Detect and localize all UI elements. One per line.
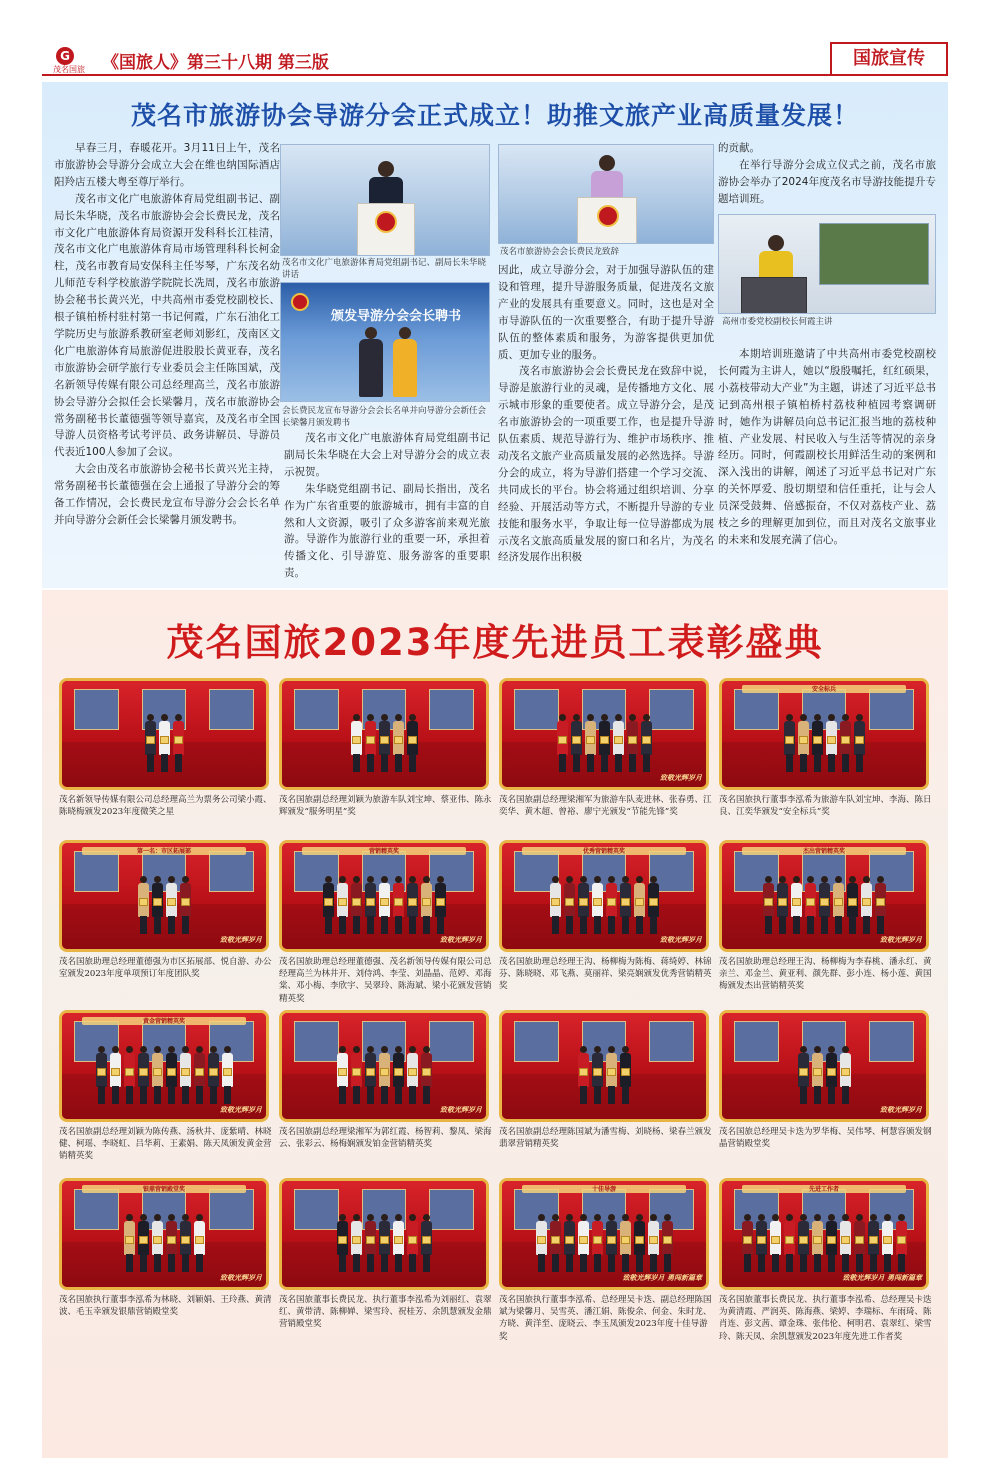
awardee-figure	[634, 876, 645, 934]
paragraph: 大会由茂名市旅游协会秘书长黄兴光主持，常务副秘书长董德强在会上通报了导游分会的筹备工作情况，会长费民龙宣布导游分会会长名单并向导游分会新任会长梁馨月颁发聘书。	[54, 463, 280, 526]
awardee-figure	[152, 1214, 163, 1272]
award-slogan-text: 致敬光辉岁月	[440, 936, 482, 944]
awardee-figure	[620, 876, 631, 934]
award-caption: 茂名国旅助理总经理董德强为市区拓展部、悦自游、办公室颁发2023年度单项预订年度团队奖	[59, 957, 272, 980]
awardee-figure	[592, 1214, 603, 1272]
award-caption: 茂名国旅执行董事李泓希、总经理吴卡迭、副总经理陈国斌为梁馨月、吴雪英、潘江娟、陈俊余、何金、朱时龙、方晓、黄洋至、庞晓云、李玉凤颁发2023年度十佳导游奖	[499, 1295, 712, 1342]
paragraph: 茂名市文化广电旅游体育局党组副书记、副局长朱华晓，茂名市旅游协会会长费民龙，茂名市文化广电旅游体育局资源开发科科长江桂清，茂名市文化广电旅游体育局市场管理科科长柯金柱，茂名市教育局安保科主任岑琴，广东茂名幼儿师范专科学校旅游学院院长冼周，茂名市旅游协会秘书长黄兴光，中共高州市委党校副校长、根子镇柏桥村驻村第一书记何霞，广东石油化工学院历史与旅游系教研室老师刘影红，茂南区文化广电旅游体育局旅游促进股股长黄亚春，茂名市旅游协会研学旅行专业委员会主任陈国斌，茂名新领导传媒有限公司总经理高兰，茂名市旅游协会导游分会拟任会长梁馨月，茂名市旅游协会常务副秘书长董德强等领导嘉宾，及茂名市全国导游人员资格考试考评员、政务讲解员、导游员代表近100人参加了会议。	[54, 192, 280, 459]
awardee-figure	[152, 1046, 163, 1104]
awardee-figure	[166, 1214, 177, 1272]
awardee-figure	[599, 714, 610, 772]
award-photo	[59, 840, 269, 952]
awardee-figure	[756, 1214, 767, 1272]
awardee-figure	[791, 876, 802, 934]
award-slogan-text: 致敬光辉岁月	[660, 936, 702, 944]
awardee-figure	[421, 1046, 432, 1104]
awardee-figure	[634, 1214, 645, 1272]
awardee-figure	[194, 1046, 205, 1104]
awardee-figure	[351, 1046, 362, 1104]
awardee-figure	[662, 1214, 673, 1272]
award-photo	[59, 678, 269, 790]
guide-branch-article	[42, 82, 948, 588]
awardee-figure	[833, 876, 844, 934]
award-slogan-text: 致敬光辉岁月	[220, 1106, 262, 1114]
awardee-figure	[578, 876, 589, 934]
awardee-figure	[379, 714, 390, 772]
awardee-figure	[564, 876, 575, 934]
photo-banner-text: 颁发导游分会会长聘书	[331, 309, 462, 324]
awardee-figure	[784, 714, 795, 772]
awardee-figure	[854, 1214, 865, 1272]
awardee-figure	[393, 876, 404, 934]
awardee-figure	[613, 714, 624, 772]
awardee-figure	[840, 714, 851, 772]
awardee-figure	[882, 1214, 893, 1272]
awardee-figure	[620, 1046, 631, 1104]
awards-title: 茂名国旅2023年度先进员工表彰盛典	[166, 621, 824, 664]
awardee-figure	[407, 1046, 418, 1104]
awardee-figure	[110, 1046, 121, 1104]
awardee-figure	[812, 1214, 823, 1272]
award-photo	[279, 1178, 489, 1290]
awards-section	[42, 590, 948, 1458]
paragraph: 在举行导游分会成立仪式之前，茂名市旅游协会举办了2024年度茂名市导游技能提升专题培训班。	[718, 158, 936, 205]
awardee-figure	[861, 876, 872, 934]
award-slogan-text: 致敬光辉岁月	[880, 936, 922, 944]
awardee-figure	[826, 1214, 837, 1272]
photo-president-speech	[498, 144, 714, 244]
award-caption: 茂名国旅副总经理刘颖为旅游车队刘宝坤、蔡亚伟、陈永辉颁发“服务明星”奖	[279, 795, 492, 818]
awardee-figure	[606, 1214, 617, 1272]
award-photo	[499, 1010, 709, 1122]
awardee-figure	[798, 1046, 809, 1104]
award-caption: 茂名国旅董事长费民龙、执行董事李泓希、总经理吴卡迭为黄清霞、严润英、陈海燕、梁婷、李瑞标、车雨琦、陈肖连、彭文茜、谭金珠、张伟伦、柯明君、袁翠红、梁雪玲、陈天凤、余凯慧颁发2023年度先进工作者奖	[719, 1295, 932, 1342]
awardee-figure	[536, 1214, 547, 1272]
awardee-figure	[208, 1046, 219, 1104]
award-caption: 茂名国旅副总经理梁湘军为郭红霞、杨智莉、黎凤、梁海云、张彩云、杨梅娴颁发铂金营销精英奖	[279, 1127, 492, 1150]
paragraph: 茂名市旅游协会会长费民龙在致辞中说，导游是旅游行业的灵魂，是传播地方文化、展示城市形象的重要使者。成立导游分会，是茂名市旅游协会的一项重要工作，也是提升导游队伍素质、规范导游行为、维护市场秩序、推动茂名文旅产业高质量发展的必然选择。导游分会的成立，将为导游们搭建一个学习交流、共同成长的平台。协会将通过组织培训、分享经验、开展活动等方式，不断提升导游的专业技能和服务水平，争取让每一位导游都成为展示茂名文旅高质量发展的窗口和名片，为茂名经济发展作出积极	[498, 365, 714, 564]
awardee-figure	[393, 1046, 404, 1104]
photo-caption: 会长费民龙宣布导游分会会长名单并向导游分会新任会长梁馨月颁发聘书	[282, 406, 487, 428]
awardee-figure	[875, 876, 886, 934]
photo-appointment	[280, 282, 490, 402]
awardee-figure	[379, 1214, 390, 1272]
article-column-4-bottom	[718, 346, 936, 549]
awardee-figure	[798, 714, 809, 772]
award-photo	[719, 678, 929, 790]
award-banner-text: 优秀营销精英奖	[582, 848, 625, 856]
awardee-figure	[166, 876, 177, 934]
awardee-figure	[337, 1046, 348, 1104]
awardee-figure	[550, 876, 561, 934]
logo-text: 茂名国旅	[53, 65, 85, 74]
award-caption: 茂名国旅执行董事李泓希为旅游车队刘宝坤、李海、陈日良、江奕华颁发“安全标兵”奖	[719, 795, 932, 818]
photo-caption: 茂名市文化广电旅游体育局党组副书记、副局长朱华晓讲话	[282, 258, 487, 280]
award-caption: 茂名国旅副总经理陈国斌为潘雪梅、刘晓杨、梁春兰颁发翡翠营销精英奖	[499, 1127, 712, 1150]
awardee-figure	[763, 876, 774, 934]
awardee-figure	[854, 714, 865, 772]
award-caption: 茂名国旅副总经理刘颖为陈传燕、汤秋井、庞紫晴、林晓健、柯瑶、李晓虹、吕华莉、王素娟、陈天凤颁发黄金营销精英奖	[59, 1127, 272, 1162]
awardee-figure	[847, 876, 858, 934]
awardee-figure	[138, 1214, 149, 1272]
paragraph: 茂名市文化广电旅游体育局党组副书记副局长朱华晓在大会上对导游分会的成立表示祝贺。	[284, 432, 490, 478]
award-photo	[279, 840, 489, 952]
award-caption: 茂名国旅副总经理梁湘军为旅游车队麦进林、张春勇、江奕华、黄木超、曾裕、廖宁光颁发“节能先锋”奖	[499, 795, 712, 818]
awardee-figure	[627, 714, 638, 772]
award-photo	[719, 1010, 929, 1122]
award-photo	[279, 1010, 489, 1122]
awardee-figure	[351, 876, 362, 934]
awardee-figure	[138, 1046, 149, 1104]
award-photo	[59, 1178, 269, 1290]
awardee-figure	[550, 1214, 561, 1272]
article-column-1	[54, 140, 280, 529]
awardee-figure	[323, 876, 334, 934]
awardee-figure	[407, 876, 418, 934]
issue-title: 《国旅人》第三十八期 第三版	[102, 53, 329, 73]
awardee-figure	[826, 1046, 837, 1104]
article-column-2	[284, 430, 490, 582]
award-photo	[719, 840, 929, 952]
awardee-figure	[379, 1046, 390, 1104]
paragraph: 本期培训班邀请了中共高州市委党校副校长何霞为主讲人，她以“殷殷嘱托，红红硕果，小荔枝带动大产业”为主题，讲述了习近平总书记到高州根子镇柏桥村荔枝种植园考察调研时，她作为讲解员向总书记汇报当地的荔枝种植、产业发展、村民收入与生活等情况的亲身经历。同时，何霞副校长用鲜活生动的案例和深入浅出的讲解，阐述了习近平总书记对广东的关怀厚爱、殷切期望和信任重托，让与会人员深受鼓舞、倍感振奋，不仅对荔枝产业、荔枝之乡的理解更加到位，而且对茂名文旅事业的未来和发展充满了信心。	[718, 348, 936, 546]
awardee-figure	[648, 1214, 659, 1272]
awardee-figure	[407, 714, 418, 772]
award-photo	[499, 1178, 709, 1290]
award-caption: 茂名国旅助理总经理王沟、杨柳梅为陈梅、蒋绮婷、林锦芬、陈晓晓、邓飞燕、莫丽祥、梁亮娴颁发优秀营销精英奖	[499, 957, 712, 992]
awardee-figure	[606, 1046, 617, 1104]
award-photo	[279, 678, 489, 790]
award-slogan-text: 致敬光辉岁月	[220, 936, 262, 944]
photo-speaker-zhu	[280, 144, 490, 256]
award-caption: 茂名国旅董事长费民龙、执行董事李泓希为刘丽红、袁翠红、黄带清、陈柳婵、梁雪玲、祝桂芳、余凯慧颁发金鼎营销殿堂奖	[279, 1295, 492, 1330]
awardee-figure	[578, 1046, 589, 1104]
awardee-figure	[868, 1214, 879, 1272]
awardee-figure	[337, 876, 348, 934]
awardee-figure	[557, 714, 568, 772]
awardee-figure	[421, 876, 432, 934]
award-banner-text: 黄金营销精英奖	[142, 1018, 185, 1026]
paragraph: 朱华晓党组副书记、副局长指出，茂名作为广东省重要的旅游城市，拥有丰富的自然和人文资源，吸引了众多游客前来观光旅游。导游作为旅游行业的重要一环，承担着传播文化、引导游览、服务游客的重要职责。	[284, 482, 490, 580]
award-slogan-text: 致敬光辉岁月	[660, 774, 702, 782]
awardee-figure	[180, 1046, 191, 1104]
awardee-figure	[173, 714, 184, 772]
awardee-figure	[393, 714, 404, 772]
awardee-figure	[365, 876, 376, 934]
awardee-figure	[742, 1214, 753, 1272]
award-photo	[499, 678, 709, 790]
award-banner-text: 十佳导游	[591, 1186, 616, 1194]
awardee-figure	[840, 1214, 851, 1272]
awardee-figure	[896, 1214, 907, 1272]
awardee-figure	[620, 1214, 631, 1272]
award-slogan-text: 致敬光辉岁月	[220, 1274, 262, 1282]
award-banner-text: 营销精英奖	[368, 848, 399, 856]
award-slogan-text: 致敬光辉岁月 勇闯新篇章	[622, 1274, 702, 1282]
award-caption: 茂名国旅总经理吴卡迭为罗华梅、吴伟琴、柯慧容颁发钢晶营销殿堂奖	[719, 1127, 932, 1150]
awardee-figure	[222, 1046, 233, 1104]
awardee-figure	[770, 1214, 781, 1272]
awardee-figure	[393, 1214, 404, 1272]
awardee-figure	[812, 1046, 823, 1104]
awardee-figure	[166, 1046, 177, 1104]
awardee-figure	[379, 876, 390, 934]
awardee-figure	[351, 1214, 362, 1272]
award-caption: 茂名国旅助理总经理王沟、杨柳梅为李春桃、潘永红、黄亲兰、邓金兰、黄亚利、颜先群、彭小连、杨小莲、黄国梅颁发杰出营销精英奖	[719, 957, 932, 992]
article-column-3	[498, 262, 714, 566]
paragraph: 的贡献。	[718, 142, 760, 154]
award-banner-text: 银鼎营销殿堂奖	[142, 1186, 185, 1194]
awardee-figure	[592, 876, 603, 934]
awardee-figure	[435, 876, 446, 934]
awardee-figure	[840, 1046, 851, 1104]
award-slogan-text: 致敬光辉岁月	[880, 1106, 922, 1114]
page-header	[42, 44, 948, 76]
logo-mark-icon: G	[56, 47, 74, 65]
photo-lecturer	[718, 214, 936, 314]
awardee-figure	[819, 876, 830, 934]
award-banner-text: 杰出营销精英奖	[802, 848, 845, 856]
awardee-figure	[365, 1046, 376, 1104]
awardee-figure	[407, 1214, 418, 1272]
brand-logo	[42, 47, 96, 73]
awardee-figure	[365, 714, 376, 772]
awardee-figure	[812, 714, 823, 772]
awardee-figure	[798, 1214, 809, 1272]
awardee-figure	[578, 1214, 589, 1272]
paragraph: 因此，成立导游分会，对于加强导游队伍的建设和管理，提升导游服务质量，促进茂名文旅产业的发展具有重要意义。同时，这也是对全市导游队伍的一次重要整合，有助于提升导游队伍的整体素质和服务，为游客提供更加优质、更加专业的服务。	[498, 264, 714, 361]
award-banner-text: 先进工作者	[808, 1186, 839, 1194]
awardee-figure	[421, 1214, 432, 1272]
awardee-figure	[571, 714, 582, 772]
article-title: 茂名市旅游协会导游分会正式成立！助推文旅产业高质量发展！	[130, 101, 859, 130]
award-photo	[59, 1010, 269, 1122]
awardee-figure	[194, 1214, 205, 1272]
awardee-figure	[784, 1214, 795, 1272]
awardee-figure	[606, 876, 617, 934]
awardee-figure	[180, 1214, 191, 1272]
awardee-figure	[365, 1214, 376, 1272]
photo-caption: 茂名市旅游协会会长费民龙致辞	[500, 247, 620, 257]
awardee-figure	[337, 1214, 348, 1272]
article-column-4-top	[718, 140, 936, 208]
photo-caption: 高州市委党校副校长何霞主讲	[722, 317, 833, 327]
awardee-figure	[351, 714, 362, 772]
awardee-figure	[138, 876, 149, 934]
award-caption: 茂名国旅执行董事李泓希为林晓、刘颖娟、王玲燕、黄清波、毛玉幸颁发银鼎营销殿堂奖	[59, 1295, 272, 1318]
awardee-figure	[564, 1214, 575, 1272]
awardee-figure	[96, 1046, 107, 1104]
awardee-figure	[805, 876, 816, 934]
award-banner-text: 第一名：市区拓展部	[136, 848, 191, 856]
award-caption: 茂名国旅助理总经理董德强、茂名新领导传媒有限公司总经理高兰为林井开、刘侍鸿、李莹、刘晶晶、范婷、邓海棠、邓小梅、李欣宇、吴翠玲、陈海斌、梁小花颁发营销精英奖	[279, 957, 492, 1004]
awardee-figure	[777, 876, 788, 934]
awardee-figure	[124, 1214, 135, 1272]
award-slogan-text: 致敬光辉岁月	[440, 1106, 482, 1114]
awardee-figure	[152, 876, 163, 934]
awardee-figure	[648, 876, 659, 934]
awardee-figure	[159, 714, 170, 772]
awardee-figure	[180, 876, 191, 934]
award-slogan-text: 致敬光辉岁月 勇闯新篇章	[842, 1274, 922, 1282]
awardee-figure	[124, 1046, 135, 1104]
award-banner-text: 安全标兵	[811, 686, 836, 694]
awardee-figure	[826, 714, 837, 772]
awardee-figure	[592, 1046, 603, 1104]
section-tag: 国旅宣传	[830, 42, 948, 74]
awardee-figure	[585, 714, 596, 772]
award-caption: 茂名新领导传媒有限公司总经理高兰为票务公司梁小霞、陈晓梅颁发2023年度微笑之星	[59, 795, 272, 818]
award-photo	[719, 1178, 929, 1290]
paragraph: 早春三月，春暖花开。3月11日上午，茂名市旅游协会导游分会成立大会在维也纳国际酒店阳羚店五楼大粤至尊厅举行。	[54, 142, 280, 188]
award-photo	[499, 840, 709, 952]
awardee-figure	[145, 714, 156, 772]
awardee-figure	[641, 714, 652, 772]
